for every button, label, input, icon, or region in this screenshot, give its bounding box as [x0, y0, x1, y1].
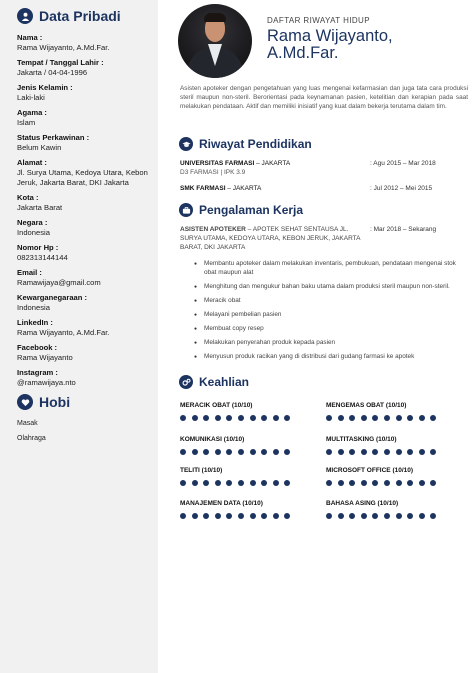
hobi-item: Masak [17, 420, 38, 427]
skill-level-dot [396, 480, 402, 486]
skill-level-dot [338, 415, 344, 421]
education-date: : Agu 2015 – Mar 2018 [370, 160, 436, 167]
skill-level-dot [261, 415, 267, 421]
skill-level-dot [284, 513, 290, 519]
skill-level-dot [430, 415, 436, 421]
school-name: SMK FARMASI [180, 185, 226, 192]
field-value: Jakarta / 04-04-1996 [17, 68, 88, 77]
skill-name: TELITI (10/10) [180, 467, 223, 474]
skill-level-dot [215, 513, 221, 519]
personal-field [17, 158, 158, 188]
skill-level-dot [180, 415, 186, 421]
education-date: : Jul 2012 – Mei 2015 [370, 185, 433, 192]
skill-item [180, 467, 320, 486]
personal-field [17, 83, 158, 103]
skill-name: MANAJEMEN DATA (10/10) [180, 500, 263, 507]
cv-label: DAFTAR RIWAYAT HIDUP [267, 16, 370, 25]
education-section-header [179, 137, 312, 151]
field-value: Laki-laki [17, 93, 45, 102]
hobi-item: Olahraga [17, 435, 46, 442]
skill-level-dot [419, 415, 425, 421]
field-value: Ramawijaya@gmail.com [17, 278, 101, 287]
heart-icon [17, 394, 33, 410]
gears-icon [179, 375, 193, 389]
experience-item [180, 225, 470, 367]
skill-level-dot [261, 513, 267, 519]
field-value: Indonesia [17, 228, 50, 237]
skill-item [180, 500, 320, 519]
skill-level-dot [430, 449, 436, 455]
field-label: Tempat / Tanggal Lahir : [17, 58, 104, 67]
skill-level-dot [192, 449, 198, 455]
skill-rating [180, 513, 320, 519]
skill-level-dot [226, 480, 232, 486]
hobi-section-title: Hobi [39, 394, 71, 410]
skill-level-dot [384, 480, 390, 486]
personal-field [17, 108, 158, 128]
skill-item [326, 402, 466, 421]
skill-level-dot [384, 415, 390, 421]
skill-level-dot [192, 480, 198, 486]
personal-field [17, 133, 158, 153]
field-label: Kewarganegaraan : [17, 293, 88, 302]
school-city: – JAKARTA [254, 160, 291, 167]
skill-name: MERACIK OBAT (10/10) [180, 402, 253, 409]
skill-level-dot [349, 513, 355, 519]
personal-field [17, 193, 158, 213]
skill-level-dot [430, 480, 436, 486]
personal-field [17, 218, 158, 238]
skill-level-dot [396, 449, 402, 455]
skill-level-dot [384, 513, 390, 519]
skill-level-dot [226, 415, 232, 421]
skill-name: MENGEMAS OBAT (10/10) [326, 402, 407, 409]
skill-level-dot [261, 449, 267, 455]
skill-level-dot [203, 513, 209, 519]
skill-name: BAHASA ASING (10/10) [326, 500, 399, 507]
skill-level-dot [215, 480, 221, 486]
hobi-section-header [17, 394, 158, 410]
skill-level-dot [361, 449, 367, 455]
skill-name: MULTITASKING (10/10) [326, 436, 397, 443]
skill-level-dot [407, 480, 413, 486]
field-label: Alamat : [17, 158, 47, 167]
field-label: Jenis Kelamin : [17, 83, 73, 92]
field-value: Belum Kawin [17, 143, 62, 152]
field-value: Rama Wijayanto, A.Md.Far. [17, 328, 110, 337]
skill-level-dot [361, 513, 367, 519]
skill-name: KOMUNIKASI (10/10) [180, 436, 245, 443]
skill-item [326, 500, 466, 519]
candidate-name: Rama Wijayanto, A.Md.Far. [267, 27, 393, 62]
skill-level-dot [326, 449, 332, 455]
personal-field [17, 318, 158, 338]
skill-level-dot [407, 449, 413, 455]
skill-level-dot [407, 415, 413, 421]
skill-level-dot [372, 449, 378, 455]
skill-level-dot [326, 415, 332, 421]
skill-level-dot [284, 415, 290, 421]
field-label: Agama : [17, 108, 47, 117]
hobi-list [17, 420, 158, 442]
skill-rating [180, 480, 320, 486]
personal-section-header [17, 8, 158, 24]
skill-level-dot [273, 449, 279, 455]
skill-level-dot [338, 513, 344, 519]
field-label: Nama : [17, 33, 43, 42]
school-city: – JAKARTA [225, 185, 262, 192]
personal-field [17, 293, 158, 313]
skill-level-dot [273, 480, 279, 486]
skill-level-dot [372, 513, 378, 519]
education-section-title: Riwayat Pendidikan [199, 137, 312, 151]
skill-level-dot [261, 480, 267, 486]
skill-level-dot [419, 513, 425, 519]
field-label: Email : [17, 268, 42, 277]
job-role: ASISTEN APOTEKER [180, 226, 246, 233]
field-value: Rama Wijayanto, A.Md.Far. [17, 43, 110, 52]
personal-fields [17, 33, 158, 388]
skill-level-dot [384, 449, 390, 455]
skill-level-dot [192, 415, 198, 421]
skill-item [326, 467, 466, 486]
skill-rating [326, 449, 466, 455]
skill-level-dot [238, 513, 244, 519]
skill-level-dot [349, 480, 355, 486]
briefcase-icon [179, 203, 193, 217]
skills-section-title: Keahlian [199, 375, 250, 389]
field-value: @ramawijaya.nto [17, 378, 76, 387]
skill-level-dot [349, 415, 355, 421]
skill-level-dot [349, 449, 355, 455]
duty-item: ● Menyusun produk racikan yang di distribusi dari gudang farmasi ke apotek [180, 353, 470, 362]
field-label: Nomor Hp : [17, 243, 59, 252]
skill-item [326, 436, 466, 455]
skill-item [180, 436, 320, 455]
skill-level-dot [361, 415, 367, 421]
skill-level-dot [284, 480, 290, 486]
summary: Asisten apoteker dengan pengetahuan yang luas mengenai kefarmasian dan juga tata cara produksi steril maupun non-steril. Berorientasi pada keynamanan pasien, ketelitian dan kerapian pada saat melakukan pendataan. Aktif dan memiliki inisiatif yang kuat dalam bekerja terutama dalam tim. [180, 85, 468, 111]
skill-level-dot [372, 480, 378, 486]
personal-field [17, 268, 158, 288]
personal-field [17, 368, 158, 388]
skill-level-dot [361, 480, 367, 486]
education-item [180, 184, 470, 193]
skill-level-dot [238, 449, 244, 455]
skill-level-dot [250, 415, 256, 421]
skill-level-dot [226, 449, 232, 455]
duty-item: ● Membuat copy resep [180, 325, 470, 334]
skill-level-dot [250, 480, 256, 486]
skill-level-dot [203, 480, 209, 486]
duty-item: ● Membantu apoteker dalam melakukan inventaris, pembukuan, pendataan mengenai stok obat maupun alat [180, 260, 470, 277]
skill-level-dot [180, 480, 186, 486]
skill-rating [326, 513, 466, 519]
job-org: – APOTEK SEHAT SENTAUSA JL. SURYA UTAMA, KEDOYA UTARA, KEBON JERUK, JAKARTA BARAT, DKI JAKARTA [180, 226, 361, 251]
skill-level-dot [180, 513, 186, 519]
experience-section-title: Pengalaman Kerja [199, 203, 304, 217]
skill-level-dot [273, 513, 279, 519]
skill-name: MICROSOFT OFFICE (10/10) [326, 467, 414, 474]
duty-item: ● Meracik obat [180, 297, 470, 306]
skill-level-dot [273, 415, 279, 421]
skill-level-dot [419, 449, 425, 455]
user-icon [17, 8, 33, 24]
skill-level-dot [192, 513, 198, 519]
duty-item: ● Menghitung dan mengukur bahan baku utama dalam produksi steril maupun non-steril. [180, 283, 470, 292]
field-value: Jl. Surya Utama, Kedoya Utara, Kebon Jeruk, Jakarta Barat, DKI Jakarta [17, 168, 148, 187]
skill-level-dot [338, 449, 344, 455]
skill-rating [180, 449, 320, 455]
job-date: : Mar 2018 – Sekarang [370, 226, 437, 233]
skill-level-dot [238, 415, 244, 421]
duty-item: ● Melayani pembelian pasien [180, 311, 470, 320]
field-label: Facebook : [17, 343, 58, 352]
sidebar [0, 0, 158, 673]
skill-level-dot [215, 415, 221, 421]
skill-rating [326, 415, 466, 421]
graduation-cap-icon [179, 137, 193, 151]
field-value: Islam [17, 118, 36, 127]
field-value: 082313144144 [17, 253, 68, 262]
field-label: LinkedIn : [17, 318, 53, 327]
field-value: Jakarta Barat [17, 203, 63, 212]
education-item [180, 159, 470, 177]
skill-rating [180, 415, 320, 421]
profile-photo [178, 4, 252, 78]
personal-field [17, 33, 158, 53]
skill-level-dot [203, 449, 209, 455]
skill-level-dot [203, 415, 209, 421]
skill-level-dot [396, 415, 402, 421]
field-label: Kota : [17, 193, 39, 202]
skill-level-dot [419, 480, 425, 486]
job-duties [180, 260, 470, 361]
field-label: Status Perkawinan : [17, 133, 90, 142]
skills-section-header [179, 375, 249, 389]
field-label: Instagram : [17, 368, 58, 377]
personal-field [17, 343, 158, 363]
skill-level-dot [396, 513, 402, 519]
skill-level-dot [407, 513, 413, 519]
skill-level-dot [215, 449, 221, 455]
skill-level-dot [226, 513, 232, 519]
field-label: Negara : [17, 218, 48, 227]
skill-level-dot [338, 480, 344, 486]
skill-level-dot [238, 480, 244, 486]
school-detail: D3 FARMASI | IPK 3.9 [180, 169, 246, 176]
field-value: Rama Wijayanto [17, 353, 73, 362]
skill-level-dot [430, 513, 436, 519]
duty-item: ● Melakukan penyerahan produk kepada pasien [180, 339, 470, 348]
school-name: UNIVERSITAS FARMASI [180, 160, 255, 167]
skill-level-dot [372, 415, 378, 421]
personal-field [17, 243, 158, 263]
skill-level-dot [180, 449, 186, 455]
field-value: Indonesia [17, 303, 50, 312]
skill-item [180, 402, 320, 421]
skill-level-dot [284, 449, 290, 455]
personal-field [17, 58, 158, 78]
experience-section-header [179, 203, 303, 217]
skill-level-dot [250, 449, 256, 455]
personal-section-title: Data Pribadi [39, 8, 121, 24]
skill-level-dot [326, 513, 332, 519]
skill-rating [326, 480, 466, 486]
skill-level-dot [250, 513, 256, 519]
skill-level-dot [326, 480, 332, 486]
